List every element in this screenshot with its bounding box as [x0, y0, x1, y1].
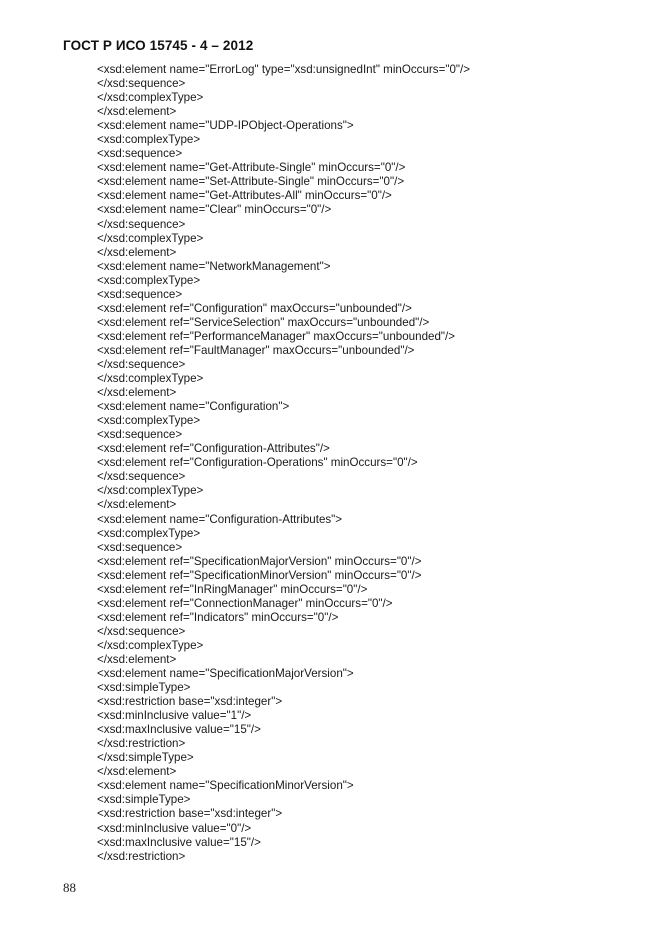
- code-line: </xsd:element>: [97, 765, 177, 779]
- code-line: <xsd:complexType>: [97, 526, 201, 540]
- code-line: </xsd:simpleType>: [97, 751, 194, 765]
- code-line: <xsd:element name="Set-Attribute-Single" minOccurs="0"/>: [97, 175, 405, 189]
- code-line: <xsd:element name="SpecificationMajorVersion">: [97, 667, 354, 681]
- code-line: <xsd:element name="SpecificationMinorVersion">: [97, 779, 354, 793]
- code-line: </xsd:sequence>: [97, 624, 186, 638]
- code-line: <xsd:element ref="FaultManager" maxOccurs="unbounded"/>: [97, 343, 415, 357]
- code-line: <xsd:sequence>: [97, 540, 183, 554]
- page-number: 88: [63, 880, 76, 895]
- code-line: <xsd:sequence>: [97, 428, 183, 442]
- code-line: <xsd:element ref="Configuration" maxOccurs="unbounded"/>: [97, 301, 412, 315]
- code-line: </xsd:element>: [97, 245, 177, 259]
- code-line: <xsd:element ref="Configuration-Attributes"/>: [97, 442, 330, 456]
- code-line: </xsd:element>: [97, 386, 177, 400]
- code-line: </xsd:restriction>: [97, 737, 186, 751]
- code-line: <xsd:complexType>: [97, 414, 201, 428]
- code-line: </xsd:element>: [97, 105, 177, 119]
- code-line: <xsd:element ref="ServiceSelection" maxOccurs="unbounded"/>: [97, 315, 430, 329]
- code-line: <xsd:element name="Configuration-Attributes">: [97, 512, 343, 526]
- document-header-title: ГОСТ Р ИСО 15745 - 4 – 2012: [63, 38, 254, 53]
- code-line: <xsd:element ref="PerformanceManager" maxOccurs="unbounded"/>: [97, 329, 456, 343]
- code-line: <xsd:element ref="ConnectionManager" minOccurs="0"/>: [97, 596, 393, 610]
- code-line: <xsd:maxInclusive value="15"/>: [97, 835, 261, 849]
- code-line: </xsd:complexType>: [97, 638, 204, 652]
- code-line: <xsd:simpleType>: [97, 681, 191, 695]
- code-line: </xsd:sequence>: [97, 357, 186, 371]
- code-line: <xsd:element ref="Indicators" minOccurs="0"/>: [97, 610, 339, 624]
- code-line: <xsd:element name="NetworkManagement">: [97, 259, 331, 273]
- code-line: <xsd:sequence>: [97, 147, 183, 161]
- code-line: <xsd:element ref="Configuration-Operations" minOccurs="0"/>: [97, 456, 418, 470]
- code-line: <xsd:minInclusive value="0"/>: [97, 821, 252, 835]
- code-line: <xsd:simpleType>: [97, 793, 191, 807]
- code-line: <xsd:element name="Get-Attribute-Single" minOccurs="0"/>: [97, 161, 406, 175]
- code-line: <xsd:element name="Clear" minOccurs="0"/>: [97, 203, 332, 217]
- code-line: <xsd:sequence>: [97, 287, 183, 301]
- code-line: <xsd:element name="Get-Attributes-All" minOccurs="0"/>: [97, 189, 392, 203]
- code-line: <xsd:element name="ErrorLog" type="xsd:unsignedInt" minOccurs="0"/>: [97, 63, 471, 76]
- code-line: </xsd:element>: [97, 652, 177, 666]
- code-line: <xsd:element name="Configuration">: [97, 400, 290, 414]
- code-line: </xsd:complexType>: [97, 91, 204, 105]
- xsd-code-listing: [97, 63, 470, 864]
- code-line: </xsd:sequence>: [97, 77, 186, 91]
- code-line: <xsd:element name="UDP-IPObject-Operations">: [97, 119, 354, 133]
- code-line: <xsd:restriction base="xsd:integer">: [97, 695, 283, 709]
- code-line: </xsd:complexType>: [97, 484, 204, 498]
- code-line: </xsd:restriction>: [97, 849, 186, 863]
- code-line: <xsd:element ref="InRingManager" minOccurs="0"/>: [97, 582, 368, 596]
- code-line: <xsd:complexType>: [97, 133, 201, 147]
- code-line: </xsd:complexType>: [97, 231, 204, 245]
- code-line: <xsd:element ref="SpecificationMajorVersion" minOccurs="0"/>: [97, 554, 422, 568]
- code-line: <xsd:minInclusive value="1"/>: [97, 709, 252, 723]
- code-line: </xsd:sequence>: [97, 217, 186, 231]
- code-line: <xsd:complexType>: [97, 273, 201, 287]
- code-line: <xsd:maxInclusive value="15"/>: [97, 723, 261, 737]
- code-line: <xsd:element ref="SpecificationMinorVersion" minOccurs="0"/>: [97, 568, 422, 582]
- code-line: </xsd:element>: [97, 498, 177, 512]
- code-line: <xsd:restriction base="xsd:integer">: [97, 807, 283, 821]
- code-line: </xsd:sequence>: [97, 470, 186, 484]
- code-line: </xsd:complexType>: [97, 372, 204, 386]
